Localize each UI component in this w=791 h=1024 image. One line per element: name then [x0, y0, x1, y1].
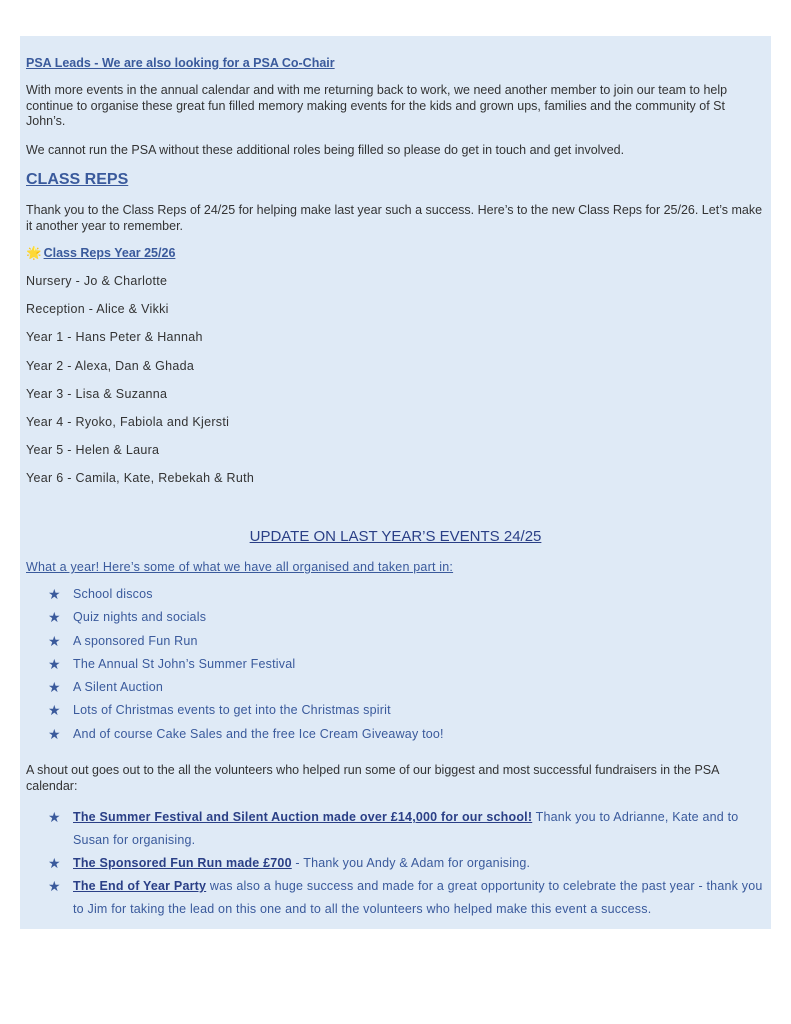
event-text: The Annual St John’s Summer Festival — [73, 656, 296, 671]
star-bullet-icon: ★ — [48, 725, 61, 742]
highlight-bold: The Summer Festival and Silent Auction made over £14,000 for our school! — [73, 810, 533, 824]
star-icon: 🌟 — [26, 246, 42, 260]
highlight-text: - Thank you Andy & Adam for organising. — [291, 856, 531, 870]
psa-leads-paragraph-1: With more events in the annual calendar and with me returning back to work, we need another member to join our team to help continue to organise these great fun filled memory making events for the kids and grown ups, families and the community of St John’s. — [26, 83, 728, 128]
list-item — [48, 806, 763, 852]
list-item — [48, 634, 444, 657]
shout-out-paragraph: A shout out goes out to the all the volunteers who helped run some of our biggest and most successful fundraisers in the PSA calendar: — [26, 763, 719, 793]
event-text: And of course Cake Sales and the free Ice Cream Giveaway too! — [73, 726, 444, 741]
star-bullet-icon: ★ — [48, 586, 61, 602]
class-reps-year-label: Class Reps Year 25/26 — [43, 246, 176, 260]
highlight-bold: The Sponsored Fun Run made £700 — [73, 856, 292, 870]
event-text: A sponsored Fun Run — [73, 633, 198, 648]
list-item — [48, 875, 763, 921]
list-item — [48, 852, 763, 875]
update-title: UPDATE ON LAST YEAR’S EVENTS 24/25 — [249, 528, 542, 545]
star-bullet-icon: ★ — [48, 702, 61, 719]
list-item — [48, 610, 444, 633]
star-bullet-icon: ★ — [48, 632, 61, 649]
star-bullet-icon: ★ — [48, 855, 61, 871]
class-reps-title: CLASS REPS — [26, 171, 129, 188]
event-text: School discos — [73, 587, 153, 601]
psa-leads-paragraph-2: We cannot run the PSA without these additional roles being filled so please do get in touch and get involved. — [26, 143, 625, 157]
psa-leads-heading: PSA Leads - We are also looking for a PSA Co-Chair — [26, 56, 335, 70]
star-bullet-icon: ★ — [48, 679, 61, 696]
star-bullet-icon: ★ — [48, 878, 61, 894]
rep-line: Year 1 - Hans Peter & Hannah — [26, 330, 203, 344]
list-item — [48, 703, 444, 726]
star-bullet-icon: ★ — [48, 809, 61, 825]
event-text: A Silent Auction — [73, 680, 164, 695]
rep-line: Reception - Alice & Vikki — [26, 302, 169, 316]
highlight-bold: The End of Year Party — [73, 879, 207, 893]
event-text: Quiz nights and socials — [73, 610, 207, 625]
rep-line: Year 5 - Helen & Laura — [26, 443, 160, 457]
list-item — [48, 680, 444, 703]
list-item — [48, 657, 444, 680]
class-reps-year-heading — [26, 246, 763, 261]
rep-line: Year 2 - Alexa, Dan & Ghada — [26, 359, 195, 373]
highlight-text: was also a huge success and made for a great opportunity to celebrate the past year - thank you to Jim for taking the lead on this one and to all the volunteers who helped make this event a success. — [73, 879, 763, 916]
star-bullet-icon: ★ — [48, 655, 61, 672]
list-item — [48, 587, 444, 610]
rep-line: Year 6 - Camila, Kate, Rebekah & Ruth — [26, 471, 255, 485]
newsletter-panel — [20, 36, 771, 929]
rep-line: Nursery - Jo & Charlotte — [26, 274, 168, 288]
event-text: Lots of Christmas events to get into the Christmas spirit — [73, 703, 391, 718]
rep-line: Year 4 - Ryoko, Fabiola and Kjersti — [26, 415, 230, 429]
events-list — [48, 587, 444, 750]
class-reps-intro: Thank you to the Class Reps of 24/25 for helping make last year such a success. Here’s to the new Class Reps for 25/26. Let’s make it another year to remember. — [26, 203, 763, 233]
list-item — [48, 727, 444, 750]
rep-line: Year 3 - Lisa & Suzanna — [26, 387, 168, 401]
highlights-list — [48, 806, 763, 921]
highlight-text: Thank you to Adrianne, Kate and to Susan for organising. — [73, 810, 739, 847]
star-bullet-icon: ★ — [48, 609, 61, 626]
update-intro: What a year! Here’s some of what we have all organised and taken part in: — [26, 560, 454, 574]
